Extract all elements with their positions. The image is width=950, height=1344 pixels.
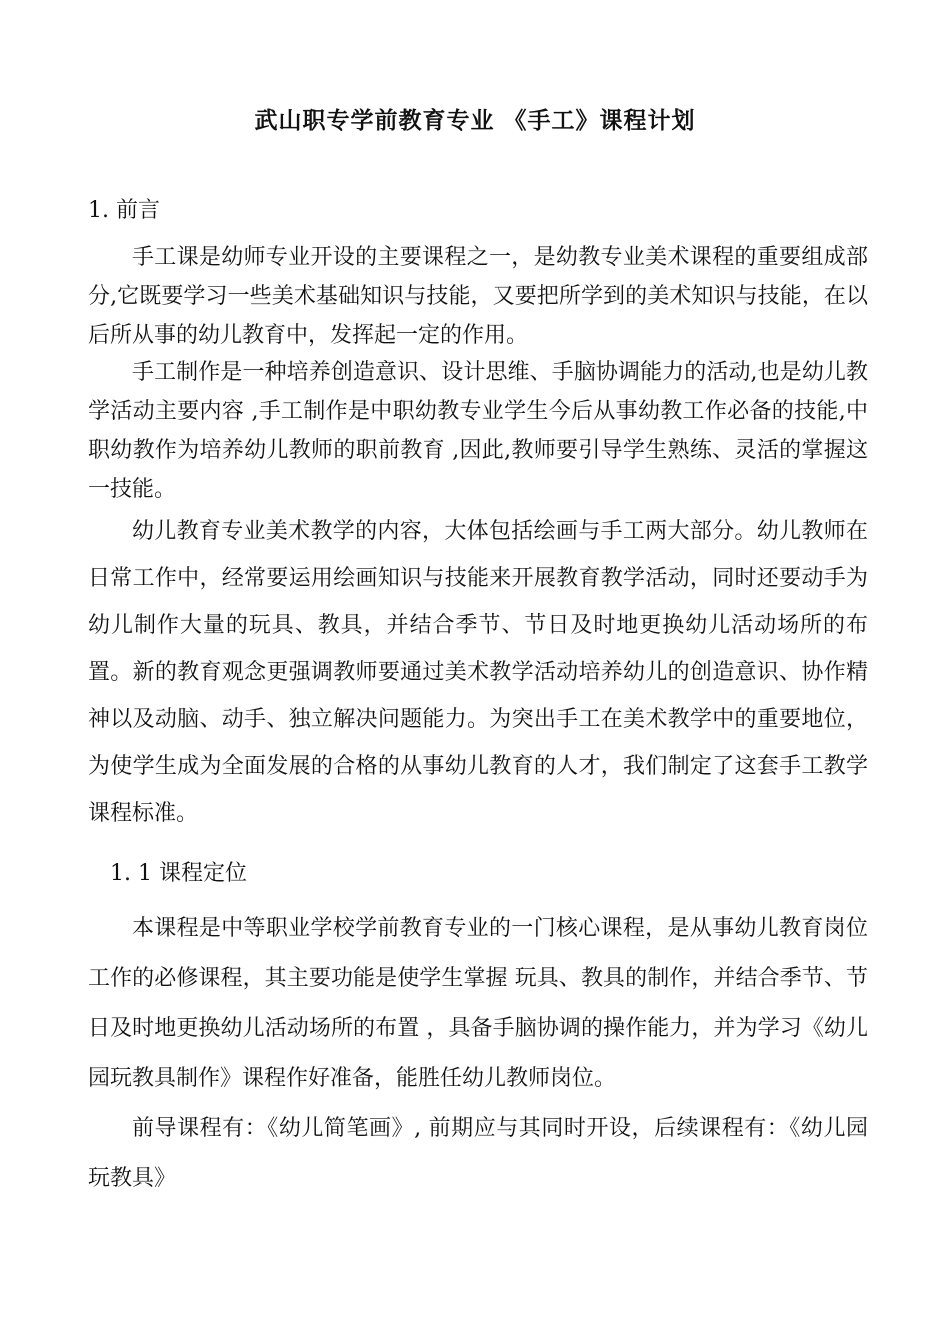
section-heading-course-positioning: 1. 1 课程定位 [110,861,247,886]
document-title: 武山职专学前教育专业 《手工》课程计划 [254,108,696,134]
section-heading-preface: 1. 前言 [88,198,160,223]
paragraph-course-positioning-1: 本课程是中等职业学校学前教育专业的一门核心课程，是从事幼儿教育岗位工作的必修课程，其主要功能是使学生掌握 玩具、教具的制作，并结合季节、节日及时地更换幼儿活动场所的布置 ，具备手脑协调的操作能力，并为学习《幼儿园玩教具制作》课程作好准备，能胜任幼儿教师岗位。 [88,916,868,1091]
paragraph-preface-2: 手工制作是一种培养创造意识、设计思维、手脑协调能力的活动,也是幼儿教学活动主要内容 ,手工制作是中职幼教专业学生今后从事幼教工作必备的技能,中职幼教作为培养幼儿教师的职前教育 ,因此,教师要引导学生熟练、灵活的掌握这一技能。 [88,360,868,502]
paragraph-preface-1: 手工课是幼师专业开设的主要课程之一，是幼教专业美术课程的重要组成部分,它既要学习一些美术基础知识与技能，又要把所学到的美术知识与技能，在以后所从事的幼儿教育中，发挥起一定的作用。 [88,245,868,348]
paragraph-course-positioning-2: 前导课程有：《幼儿简笔画》, 前期应与其同时开设，后续课程有：《幼儿园玩教具》 [88,1116,868,1191]
paragraph-preface-3: 幼儿教育专业美术教学的内容，大体包括绘画与手工两大部分。幼儿教师在日常工作中，经常要运用绘画知识与技能来开展教育教学活动，同时还要动手为幼儿制作大量的玩具、教具，并结合季节、节日及时地更换幼儿活动场所的布置。新的教育观念更强调教师要通过美术教学活动培养幼儿的创造意识、协作精神以及动脑、动手、独立解决问题能力。为突出手工在美术教学中的重要地位，为使学生成为全面发展的合格的从事幼儿教育的人才，我们制定了这套手工教学课程标准。 [88,519,868,826]
